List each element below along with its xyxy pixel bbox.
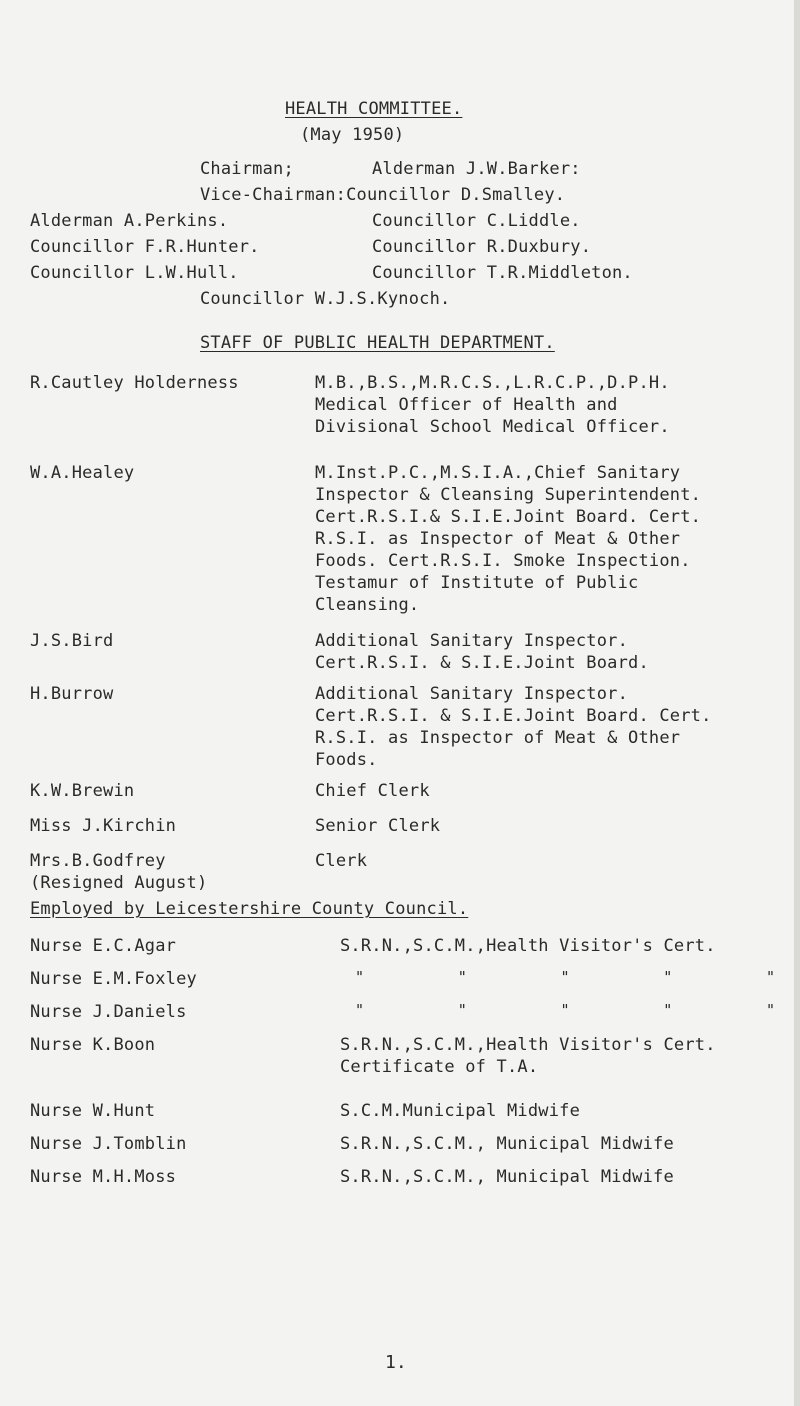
committee-date: (May 1950)	[300, 125, 405, 145]
ditto-mark: "	[355, 968, 365, 986]
member-right: Councillor C.Liddle.	[372, 211, 581, 231]
nurse-qual-line: S.R.N.,S.C.M.,Health Visitor's Cert.	[340, 1035, 716, 1055]
ditto-row	[355, 1001, 775, 1019]
staff-qual-line: Cleansing.	[315, 595, 420, 615]
staff-name: H.Burrow	[30, 684, 114, 704]
member-left: Alderman A.Perkins.	[30, 211, 229, 231]
page-number: 1.	[385, 1352, 407, 1373]
staff-name: R.Cautley Holderness	[30, 373, 239, 393]
staff-name: K.W.Brewin	[30, 781, 135, 801]
nurse-name: Nurse E.M.Foxley	[30, 969, 197, 989]
nurse-name: Nurse J.Daniels	[30, 1002, 187, 1022]
ditto-mark: "	[560, 968, 570, 986]
staff-qual-line: Foods.	[315, 750, 378, 770]
nurse-name: Nurse W.Hunt	[30, 1101, 156, 1121]
staff-name: J.S.Bird	[30, 631, 114, 651]
staff-name: Miss J.Kirchin	[30, 816, 177, 836]
nurse-qual-line: S.R.N.,S.C.M.,Health Visitor's Cert.	[340, 936, 716, 956]
ditto-mark: "	[663, 1001, 673, 1019]
nurse-name: Nurse J.Tomblin	[30, 1134, 187, 1154]
nurse-name: Nurse M.H.Moss	[30, 1167, 177, 1187]
staff-qual-line: Testamur of Institute of Public	[315, 573, 639, 593]
staff-qual-line: R.S.I. as Inspector of Meat & Other	[315, 728, 681, 748]
staff-qual-line: Clerk	[315, 851, 368, 871]
chairman-name: Alderman J.W.Barker:	[372, 159, 581, 179]
staff-qual-line: Foods. Cert.R.S.I. Smoke Inspection.	[315, 551, 691, 571]
staff-qual-line: Divisional School Medical Officer.	[315, 417, 670, 437]
staff-qual-line: Cert.R.S.I.& S.I.E.Joint Board. Cert.	[315, 507, 702, 527]
staff-qual-line: M.B.,B.S.,M.R.C.S.,L.R.C.P.,D.P.H.	[315, 373, 670, 393]
staff-title: STAFF OF PUBLIC HEALTH DEPARTMENT.	[200, 333, 555, 353]
nurse-qual-line: S.C.M.Municipal Midwife	[340, 1101, 581, 1121]
nurse-qual-line: Certificate of T.A.	[340, 1057, 539, 1077]
staff-qual-line: Medical Officer of Health and	[315, 395, 618, 415]
nurse-name: Nurse E.C.Agar	[30, 936, 177, 956]
member-last: Councillor W.J.S.Kynoch.	[200, 289, 451, 309]
staff-qual-line: Cert.R.S.I. & S.I.E.Joint Board.	[315, 653, 649, 673]
ditto-mark: "	[560, 1001, 570, 1019]
staff-qual-line: R.S.I. as Inspector of Meat & Other	[315, 529, 681, 549]
staff-qual-line: Cert.R.S.I. & S.I.E.Joint Board. Cert.	[315, 706, 712, 726]
staff-note: (Resigned August)	[30, 873, 208, 893]
page-edge	[794, 0, 800, 1406]
vice-chairman: Vice-Chairman:Councillor D.Smalley.	[200, 185, 566, 205]
ditto-mark: "	[765, 1001, 775, 1019]
nurse-qual-line: S.R.N.,S.C.M., Municipal Midwife	[340, 1167, 674, 1187]
nurse-qual-line: S.R.N.,S.C.M., Municipal Midwife	[340, 1134, 674, 1154]
ditto-mark: "	[355, 1001, 365, 1019]
ditto-mark: "	[765, 968, 775, 986]
staff-qual-line: Chief Clerk	[315, 781, 430, 801]
chairman-label: Chairman;	[200, 159, 294, 179]
staff-qual-line: Senior Clerk	[315, 816, 441, 836]
ditto-mark: "	[663, 968, 673, 986]
member-right: Councillor T.R.Middleton.	[372, 263, 633, 283]
member-left: Councillor F.R.Hunter.	[30, 237, 260, 257]
committee-title: HEALTH COMMITTEE.	[285, 99, 463, 119]
member-left: Councillor L.W.Hull.	[30, 263, 239, 283]
member-right: Councillor R.Duxbury.	[372, 237, 592, 257]
staff-qual-line: Additional Sanitary Inspector.	[315, 684, 629, 704]
staff-qual-line: Additional Sanitary Inspector.	[315, 631, 629, 651]
staff-name: W.A.Healey	[30, 463, 135, 483]
ditto-mark: "	[457, 968, 467, 986]
staff-name: Mrs.B.Godfrey	[30, 851, 166, 871]
staff-qual-line: Inspector & Cleansing Superintendent.	[315, 485, 702, 505]
county-title: Employed by Leicestershire County Council.	[30, 899, 469, 919]
staff-qual-line: M.Inst.P.C.,M.S.I.A.,Chief Sanitary	[315, 463, 681, 483]
ditto-mark: "	[457, 1001, 467, 1019]
ditto-row	[355, 968, 775, 986]
nurse-name: Nurse K.Boon	[30, 1035, 156, 1055]
